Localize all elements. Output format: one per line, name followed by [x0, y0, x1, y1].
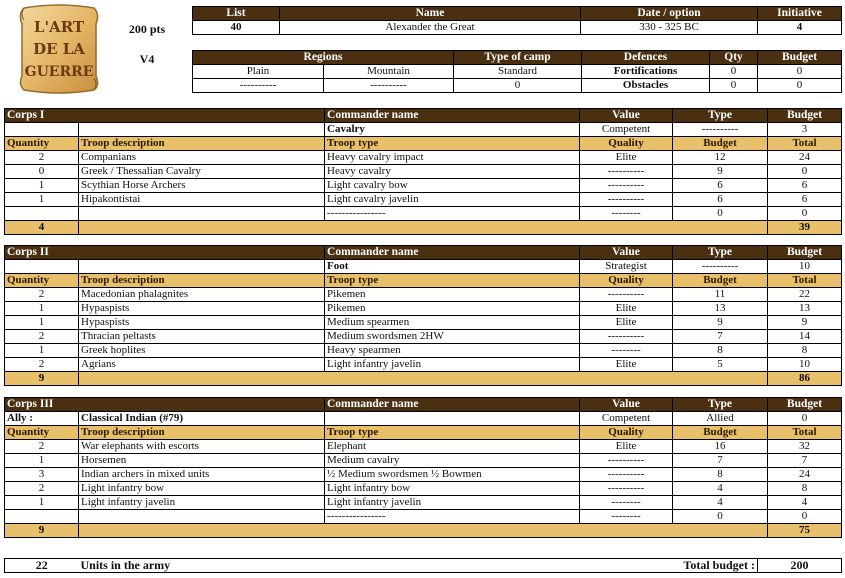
- value-header: Value: [580, 246, 673, 260]
- troop-type[interactable]: Light infantry bow: [325, 482, 580, 496]
- troop-type[interactable]: Light cavalry bow: [325, 179, 580, 193]
- troop-total: 8: [768, 482, 842, 496]
- troop-quantity[interactable]: [5, 510, 79, 524]
- troop-type[interactable]: Elephant: [325, 440, 580, 454]
- svg-text:DE LA: DE LA: [33, 40, 85, 58]
- troop-description[interactable]: Indian archers in mixed units: [79, 468, 325, 482]
- ally-name[interactable]: Classical Indian (#79): [79, 412, 325, 426]
- troop-description[interactable]: War elephants with escorts: [79, 440, 325, 454]
- troop-budget: 9: [673, 316, 768, 330]
- troop-total: 10: [768, 358, 842, 372]
- regions-header: Regions: [193, 51, 454, 65]
- troop-row: [5, 358, 842, 372]
- troop-quality[interactable]: Elite: [580, 358, 673, 372]
- troop-description[interactable]: [79, 207, 325, 221]
- camp-budget: 0: [454, 79, 582, 93]
- army-points: 200 pts: [128, 22, 166, 36]
- troop-description[interactable]: Scythian Horse Archers: [79, 179, 325, 193]
- list-header: List: [193, 7, 280, 21]
- svg-text:GUERRE: GUERRE: [24, 64, 94, 80]
- commander-name[interactable]: Foot: [325, 260, 580, 274]
- troop-row: [5, 302, 842, 316]
- troop-type[interactable]: Medium swordsmen 2HW: [325, 330, 580, 344]
- regions-table: [192, 50, 842, 93]
- budget-header: Budget: [673, 274, 768, 288]
- troop-budget: 8: [673, 468, 768, 482]
- troop-row: [5, 165, 842, 179]
- troop-budget: 4: [673, 496, 768, 510]
- troop-total: 6: [768, 193, 842, 207]
- troop-type[interactable]: Medium cavalry: [325, 454, 580, 468]
- troop-row: [5, 207, 842, 221]
- commander-value[interactable]: Competent: [580, 123, 673, 137]
- type-header: Type: [673, 398, 768, 412]
- troop-type[interactable]: Light infantry javelin: [325, 358, 580, 372]
- troop-row: [5, 316, 842, 330]
- corps-unit-count: 4: [5, 221, 79, 235]
- troop-quantity[interactable]: 1: [5, 179, 79, 193]
- troop-budget: 0: [673, 207, 768, 221]
- troop-quality[interactable]: Elite: [580, 440, 673, 454]
- commander-name-header: Commander name: [325, 398, 580, 412]
- troop-quality[interactable]: ----------: [580, 482, 673, 496]
- troop-quantity[interactable]: 2: [5, 440, 79, 454]
- total-header: Total: [768, 137, 842, 151]
- troop-quantity[interactable]: 2: [5, 482, 79, 496]
- list-info-table: [192, 6, 842, 35]
- troop-budget: 11: [673, 288, 768, 302]
- region-2[interactable]: Mountain: [324, 65, 454, 79]
- troop-description[interactable]: Hypaspists: [79, 302, 325, 316]
- troop-quantity[interactable]: 1: [5, 302, 79, 316]
- corps-total-spacer: [79, 221, 768, 235]
- troop-row: [5, 454, 842, 468]
- ally-label: [5, 260, 79, 274]
- fortifications-budget: 0: [758, 65, 842, 79]
- troop-quality[interactable]: Elite: [580, 151, 673, 165]
- budget-header: Budget: [758, 51, 842, 65]
- troop-type-header: Troop type: [325, 274, 580, 288]
- units-label: Units in the army: [79, 559, 325, 573]
- obstacles-label: Obstacles: [582, 79, 710, 93]
- region-4[interactable]: ----------: [324, 79, 454, 93]
- footer-spacer: [325, 559, 580, 573]
- corps-budget-total: 39: [768, 221, 842, 235]
- troop-quality[interactable]: ----------: [580, 193, 673, 207]
- troop-type[interactable]: Light cavalry javelin: [325, 193, 580, 207]
- troop-type[interactable]: ----------------: [325, 510, 580, 524]
- ally-label: Ally :: [5, 412, 79, 426]
- troop-budget: 7: [673, 454, 768, 468]
- quality-header: Quality: [580, 426, 673, 440]
- quantity-header: Quantity: [5, 137, 79, 151]
- troop-quality[interactable]: --------: [580, 344, 673, 358]
- troop-quality[interactable]: --------: [580, 496, 673, 510]
- budget-header: Budget: [673, 137, 768, 151]
- rules-version: V4: [139, 52, 155, 66]
- corps-2-table: [4, 245, 842, 386]
- troop-total: 9: [768, 316, 842, 330]
- troop-row: [5, 510, 842, 524]
- troop-type[interactable]: ----------------: [325, 207, 580, 221]
- troop-description[interactable]: Hypaspists: [79, 316, 325, 330]
- troop-row: [5, 151, 842, 165]
- troop-budget: 0: [673, 510, 768, 524]
- troop-total: 6: [768, 179, 842, 193]
- troop-total: 14: [768, 330, 842, 344]
- troop-description[interactable]: Hipakontistai: [79, 193, 325, 207]
- troop-row: [5, 344, 842, 358]
- troop-quantity[interactable]: 1: [5, 316, 79, 330]
- troop-total: 32: [768, 440, 842, 454]
- troop-total: 4: [768, 496, 842, 510]
- total-header: Total: [768, 426, 842, 440]
- quality-header: Quality: [580, 274, 673, 288]
- troop-description[interactable]: Greek / Thessalian Cavalry: [79, 165, 325, 179]
- troop-budget: 9: [673, 165, 768, 179]
- commander-value[interactable]: Competent: [580, 412, 673, 426]
- budget-header: Budget: [768, 109, 842, 123]
- troop-total: 0: [768, 510, 842, 524]
- troop-description-header: Troop description: [79, 137, 325, 151]
- troop-description[interactable]: Companians: [79, 151, 325, 165]
- troop-description[interactable]: Horsemen: [79, 454, 325, 468]
- initiative-header: Initiative: [758, 7, 842, 21]
- camp-header: Type of camp: [454, 51, 582, 65]
- list-number[interactable]: 40: [193, 21, 280, 35]
- corps-total-spacer: [79, 524, 768, 538]
- troop-description[interactable]: Thracian peltasts: [79, 330, 325, 344]
- troop-budget: 6: [673, 193, 768, 207]
- total-header: Total: [768, 274, 842, 288]
- troop-budget: 5: [673, 358, 768, 372]
- lart-de-la-guerre-logo: [14, 2, 104, 96]
- troop-quality[interactable]: --------: [580, 207, 673, 221]
- troop-budget: 16: [673, 440, 768, 454]
- quality-header: Quality: [580, 137, 673, 151]
- qty-header: Qty: [710, 51, 758, 65]
- commander-name-header: Commander name: [325, 109, 580, 123]
- total-budget-label: Total budget :: [580, 559, 758, 573]
- troop-row: [5, 496, 842, 510]
- troop-type[interactable]: Heavy spearmen: [325, 344, 580, 358]
- troop-quantity[interactable]: 2: [5, 330, 79, 344]
- corps-title: Corps III: [5, 398, 325, 412]
- troop-quantity[interactable]: 2: [5, 358, 79, 372]
- troop-description[interactable]: Light infantry javelin: [79, 496, 325, 510]
- troop-total: 24: [768, 151, 842, 165]
- commander-budget: 3: [768, 123, 842, 137]
- camp-type[interactable]: Standard: [454, 65, 582, 79]
- troop-description[interactable]: Macedonian phalagnites: [79, 288, 325, 302]
- troop-total: 0: [768, 165, 842, 179]
- troop-total: 13: [768, 302, 842, 316]
- fortifications-qty[interactable]: 0: [710, 65, 758, 79]
- corps-unit-count: 9: [5, 524, 79, 538]
- troop-row: [5, 330, 842, 344]
- quantity-header: Quantity: [5, 426, 79, 440]
- army-name[interactable]: Alexander the Great: [280, 21, 581, 35]
- name-header: Name: [280, 7, 581, 21]
- troop-total: 22: [768, 288, 842, 302]
- troop-quality[interactable]: Elite: [580, 302, 673, 316]
- region-3[interactable]: ----------: [193, 79, 324, 93]
- troop-quality[interactable]: ----------: [580, 468, 673, 482]
- ally-label: [5, 123, 79, 137]
- troop-row: [5, 482, 842, 496]
- fortifications-label: Fortifications: [582, 65, 710, 79]
- troop-quality[interactable]: ----------: [580, 330, 673, 344]
- budget-header: Budget: [768, 246, 842, 260]
- corps-title: Corps I: [5, 109, 325, 123]
- defences-header: Defences: [582, 51, 710, 65]
- troop-quantity[interactable]: 1: [5, 454, 79, 468]
- commander-name[interactable]: [325, 412, 580, 426]
- corps-total-spacer: [79, 372, 768, 386]
- obstacles-qty[interactable]: 0: [710, 79, 758, 93]
- commander-type[interactable]: ----------: [673, 260, 768, 274]
- initiative-value[interactable]: 4: [758, 21, 842, 35]
- troop-total: 24: [768, 468, 842, 482]
- troop-row: [5, 193, 842, 207]
- corps-3-table: [4, 397, 842, 538]
- commander-type[interactable]: ----------: [673, 123, 768, 137]
- troop-total: 0: [768, 207, 842, 221]
- troop-quality[interactable]: ----------: [580, 288, 673, 302]
- budget-header: Budget: [673, 426, 768, 440]
- troop-budget: 13: [673, 302, 768, 316]
- troop-quantity[interactable]: 3: [5, 468, 79, 482]
- commander-type[interactable]: Allied: [673, 412, 768, 426]
- troop-description[interactable]: Agrians: [79, 358, 325, 372]
- corps-budget-total: 86: [768, 372, 842, 386]
- ally-name[interactable]: [79, 123, 325, 137]
- obstacles-budget: 0: [758, 79, 842, 93]
- corps-budget-total: 75: [768, 524, 842, 538]
- budget-header: Budget: [768, 398, 842, 412]
- troop-description[interactable]: Light infantry bow: [79, 482, 325, 496]
- troop-budget: 12: [673, 151, 768, 165]
- troop-quantity[interactable]: 2: [5, 151, 79, 165]
- commander-budget: 10: [768, 260, 842, 274]
- region-1[interactable]: Plain: [193, 65, 324, 79]
- troop-budget: 7: [673, 330, 768, 344]
- date-option[interactable]: 330 - 325 BC: [581, 21, 758, 35]
- army-footer: [4, 558, 842, 573]
- units-count: 22: [5, 559, 79, 573]
- troop-quality[interactable]: Elite: [580, 316, 673, 330]
- commander-name[interactable]: Cavalry: [325, 123, 580, 137]
- quantity-header: Quantity: [5, 274, 79, 288]
- commander-value[interactable]: Strategist: [580, 260, 673, 274]
- svg-text:L'ART: L'ART: [33, 18, 85, 36]
- type-header: Type: [673, 246, 768, 260]
- value-header: Value: [580, 398, 673, 412]
- commander-name-header: Commander name: [325, 246, 580, 260]
- troop-description-header: Troop description: [79, 274, 325, 288]
- troop-type-header: Troop type: [325, 426, 580, 440]
- troop-quantity[interactable]: 1: [5, 496, 79, 510]
- date-option-header: Date / option: [581, 7, 758, 21]
- troop-row: [5, 468, 842, 482]
- troop-quality[interactable]: ----------: [580, 454, 673, 468]
- troop-type[interactable]: ½ Medium swordsmen ½ Bowmen: [325, 468, 580, 482]
- troop-quantity[interactable]: 0: [5, 165, 79, 179]
- troop-type[interactable]: Pikemen: [325, 288, 580, 302]
- troop-budget: 4: [673, 482, 768, 496]
- troop-description[interactable]: Greek hoplites: [79, 344, 325, 358]
- troop-budget: 6: [673, 179, 768, 193]
- troop-type[interactable]: Pikemen: [325, 302, 580, 316]
- troop-description-header: Troop description: [79, 426, 325, 440]
- troop-quality[interactable]: ----------: [580, 165, 673, 179]
- troop-row: [5, 440, 842, 454]
- commander-budget: 0: [768, 412, 842, 426]
- troop-row: [5, 288, 842, 302]
- troop-row: [5, 179, 842, 193]
- value-header: Value: [580, 109, 673, 123]
- troop-total: 8: [768, 344, 842, 358]
- troop-type[interactable]: Light infantry javelin: [325, 496, 580, 510]
- troop-quantity[interactable]: 2: [5, 288, 79, 302]
- total-budget-value: 200: [758, 559, 842, 573]
- troop-quality[interactable]: --------: [580, 510, 673, 524]
- troop-quantity[interactable]: 1: [5, 193, 79, 207]
- troop-quality[interactable]: ----------: [580, 179, 673, 193]
- corps-title: Corps II: [5, 246, 325, 260]
- corps-unit-count: 9: [5, 372, 79, 386]
- troop-type-header: Troop type: [325, 137, 580, 151]
- troop-description[interactable]: [79, 510, 325, 524]
- troop-type[interactable]: Heavy cavalry: [325, 165, 580, 179]
- troop-type[interactable]: Heavy cavalry impact: [325, 151, 580, 165]
- ally-name[interactable]: [79, 260, 325, 274]
- corps-1-table: [4, 108, 842, 235]
- troop-budget: 8: [673, 344, 768, 358]
- type-header: Type: [673, 109, 768, 123]
- troop-total: 7: [768, 454, 842, 468]
- troop-type[interactable]: Medium spearmen: [325, 316, 580, 330]
- troop-quantity[interactable]: [5, 207, 79, 221]
- troop-quantity[interactable]: 1: [5, 344, 79, 358]
